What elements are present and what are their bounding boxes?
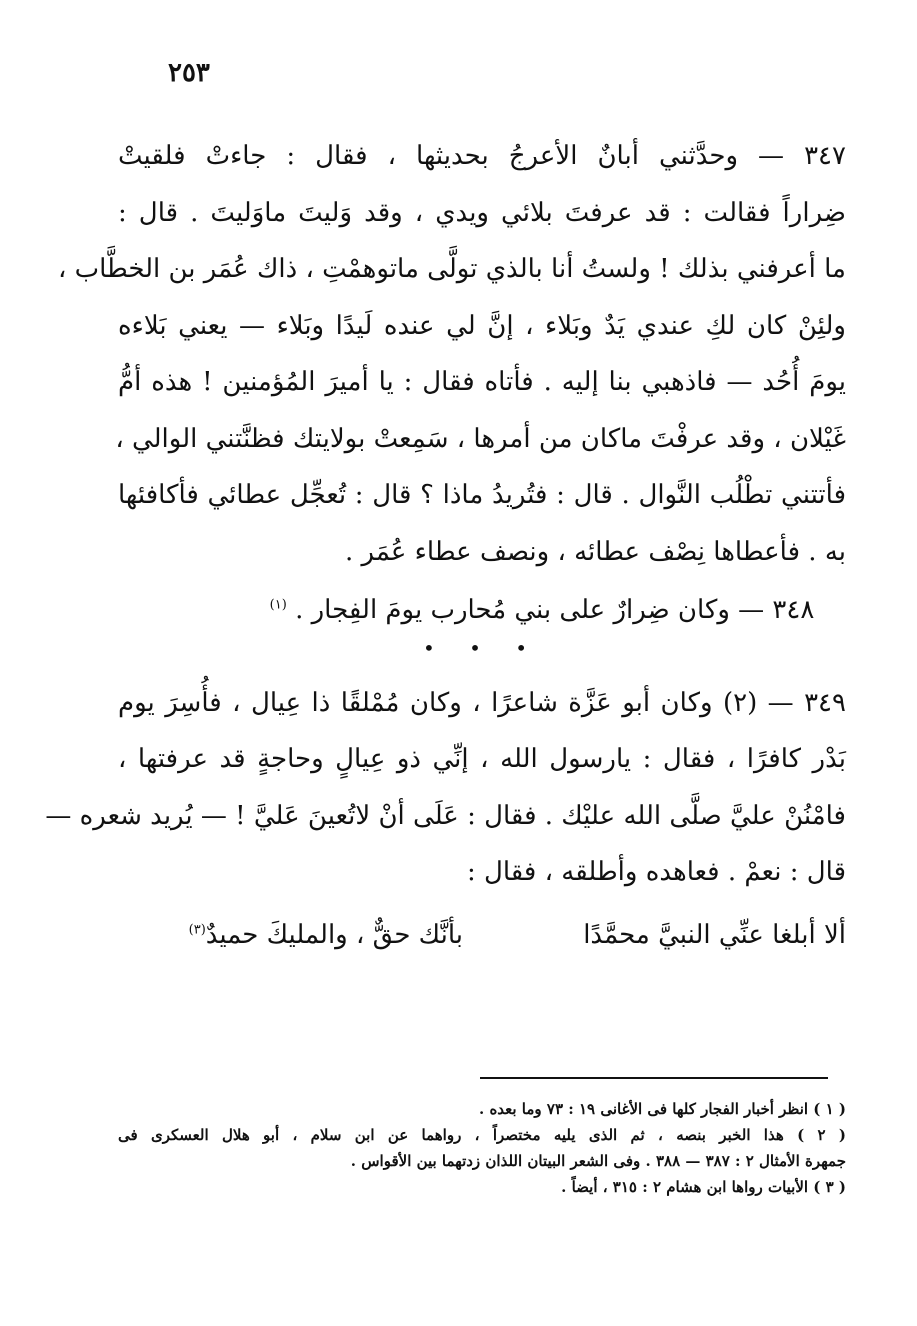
footnote-line: ( ٢ ) هذا الخبر بنصه ، ثم الذى يليه مختصراً ، رواهما عن ابن سلام ، أبو هلال العسكرى فى: [118, 1126, 846, 1144]
paragraph-347: [57, 128, 846, 580]
text-line: ٣٤٧ — وحدَّثني أبانٌ الأعرجُ بحديثها ، فقال : جاءتْ فلقيتْ: [118, 141, 846, 171]
text-line: بَدْر كافرًا ، فقال : يارسول الله ، إنِّي ذو عِيالٍ وحاجةٍ قد عرفتها ،: [118, 744, 846, 774]
verse-second-hemistich: [118, 907, 463, 963]
paragraph-348: [118, 582, 846, 639]
footnotes: [118, 1096, 846, 1200]
page-number: ٢٥٣: [168, 58, 210, 88]
text-line: قال : نعمْ . فعاهده وأطلقه ، فقال :: [466, 857, 846, 887]
footnote-divider: [480, 1077, 828, 1079]
text-line: فامْنُنْ عليَّ صلَّى الله عليْك . فقال : عَلَى أنْ لاتُعينَ عَليَّ ! — يُريد شعره —: [45, 800, 846, 831]
text-line: ٣٤٩ — (٢) وكان أبو عَزَّة شاعرًا ، وكان مُمْلقًا ذا عِيال ، فأُسِرَ يوم: [118, 687, 846, 718]
footnote-reference: (٣): [188, 921, 206, 937]
text-line: غَيْلان ، وقد عرفْتَ ماكان من أمرها ، سَمِعتْ بولايتك فظنَّتني الوالي ،: [115, 423, 846, 454]
footnote-2: [118, 1122, 846, 1174]
text-line: به . فأعطاها نِصْف عطائه ، ونصف عطاء عُمَر .: [345, 536, 846, 567]
text-line: ضِراراً فقالت : قد عرفتَ بلائي ويدي ، وقد وَليتَ ماوَليتَ . قال :: [118, 197, 846, 228]
footnote-3: [118, 1174, 846, 1200]
text-line: يومَ أُحُد — فاذهبي بنا إليه . فأتاه فقال : يا أميرَ المُؤمنين ! هذه أمُّ: [118, 367, 846, 397]
footnote-line: ( ١ ) انظر أخبار الفجار كلها فى الأغانى ١٩ : ٧٣ وما بعده .: [479, 1100, 846, 1118]
text-line: [118, 582, 846, 639]
text-line: ولئِنْ كان لكِ عندي يَدٌ وبَلاء ، إنَّ لي عنده لَيدًا وبَلاء — يعني بَلاءه: [118, 310, 846, 341]
verse-second-text: بأنَّك حقٌّ ، والمليكَ حميدٌ: [205, 919, 463, 950]
footnote-1: [118, 1096, 846, 1122]
paragraph-349: [45, 675, 846, 901]
footnote-line: جمهرة الأمثال ٢ : ٣٨٧ — ٣٨٨ . وفى الشعر البيتان اللذان زدتهما بين الأقواس .: [350, 1152, 846, 1170]
footnote-reference: (١): [269, 597, 287, 613]
paragraph-348-text: ٣٤٨ — وكان ضِرارٌ على بني مُحارب يومَ الفِجار .: [295, 595, 815, 625]
text-line: ما أعرفني بذلك ! ولستُ أنا بالذي تولَّى ماتوهمْتِ ، ذاك عُمَر بن الخطَّاب ،: [57, 254, 846, 284]
poem-verse: [118, 907, 846, 963]
text-line: فأتتني تطْلُب النَّوال . قال : فتُريدُ ماذا ؟ قال : تُعجِّل عطائي فأكافئها: [118, 480, 846, 510]
footnote-line: ( ٣ ) الأبيات رواها ابن هشام ٢ : ٣١٥ ، أيضاً .: [561, 1178, 846, 1196]
section-separator: • • •: [422, 635, 542, 660]
verse-first-hemistich: ألا أبلغا عنِّي النبيَّ محمَّدًا: [583, 919, 846, 950]
main-text: [45, 128, 846, 963]
